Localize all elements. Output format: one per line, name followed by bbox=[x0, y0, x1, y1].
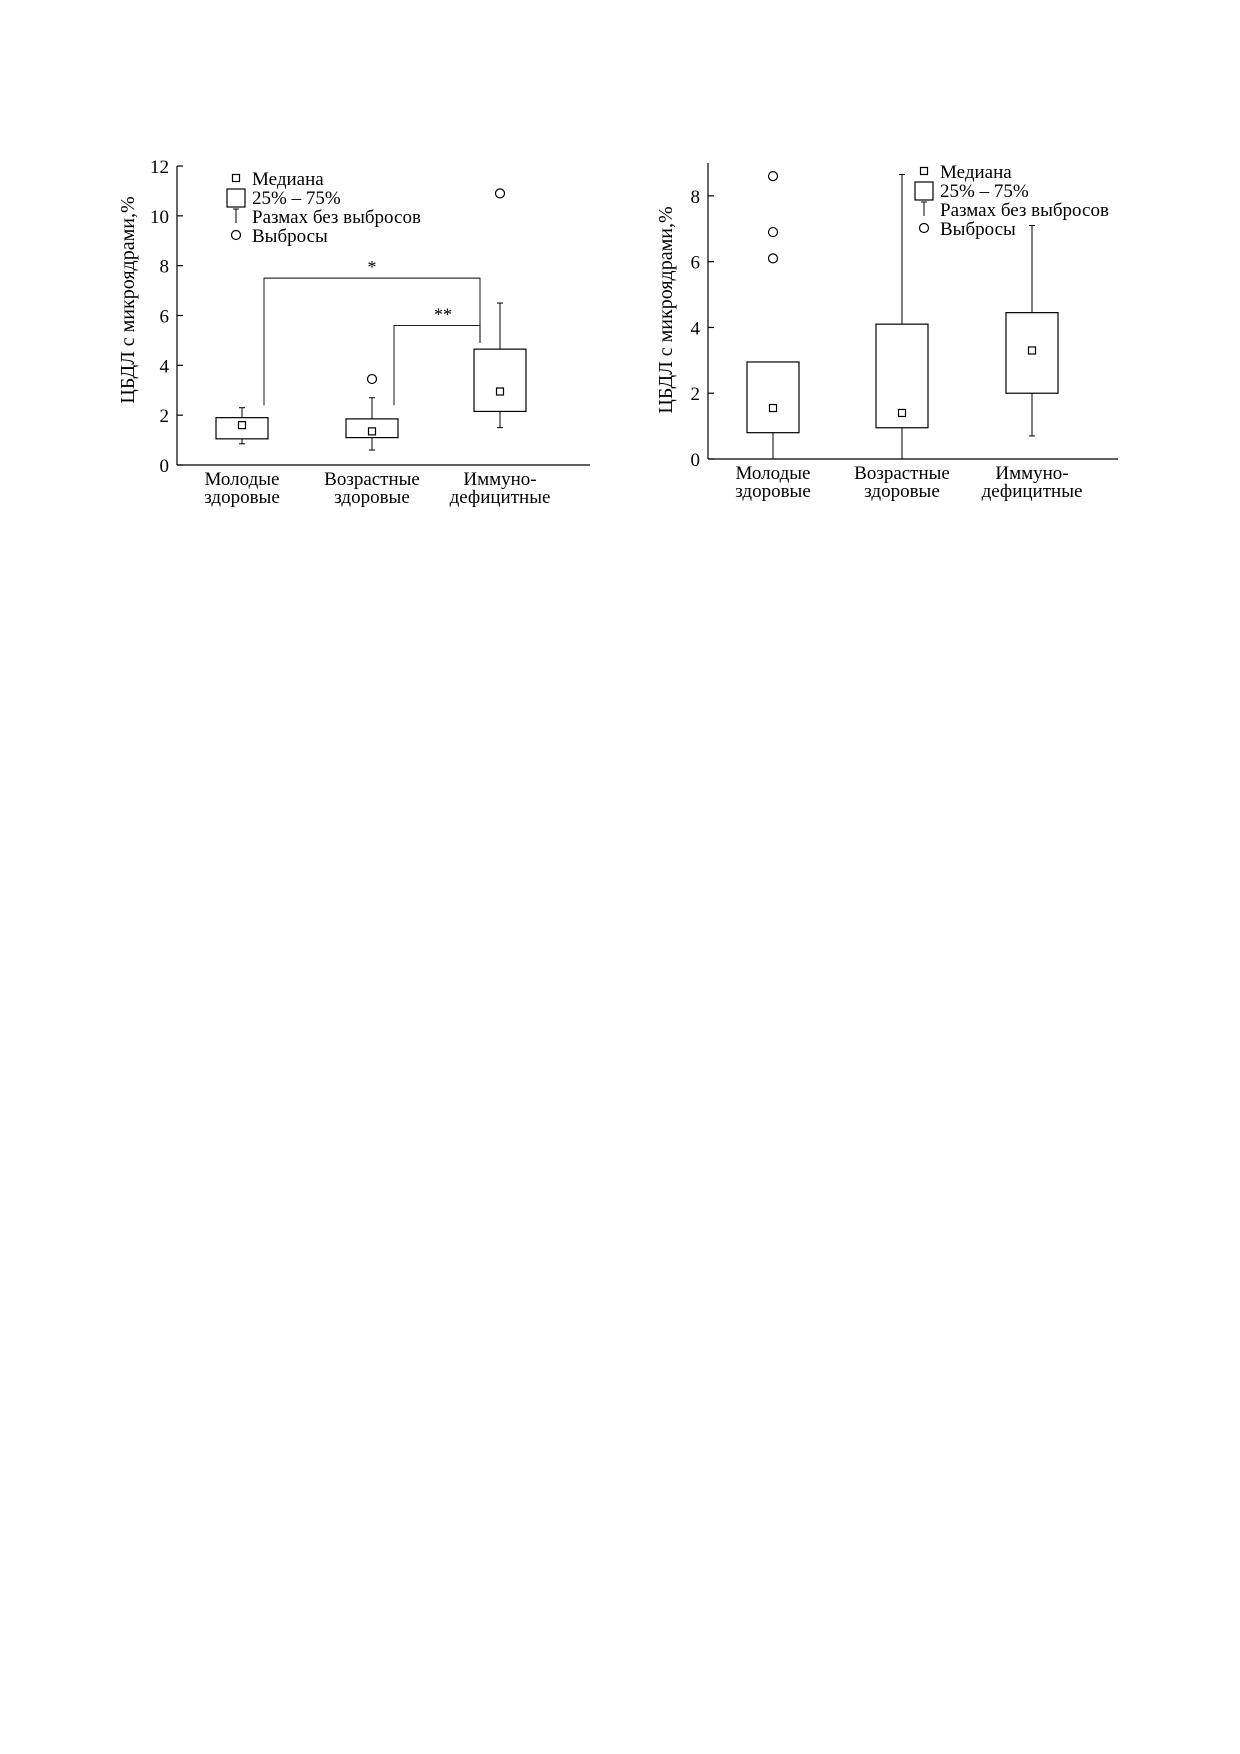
legend-label: Выбросы bbox=[940, 219, 1016, 240]
box-chart-right bbox=[655, 162, 1118, 502]
legend-label: Размах без выбросов bbox=[252, 207, 421, 228]
legend-outlier-icon bbox=[232, 231, 241, 240]
category-label: Возрастные bbox=[324, 469, 420, 490]
y-tick-label: 0 bbox=[690, 450, 700, 471]
median-marker bbox=[899, 409, 906, 416]
legend-label: 25% – 75% bbox=[252, 188, 341, 209]
legend-outlier-icon bbox=[920, 224, 929, 233]
box-group bbox=[1006, 225, 1058, 435]
legend-median-icon bbox=[233, 175, 240, 182]
legend-label: Выбросы bbox=[252, 226, 328, 247]
category-label: здоровые bbox=[864, 481, 940, 502]
outlier-point bbox=[769, 172, 778, 181]
y-tick-label: 10 bbox=[150, 206, 169, 228]
bracket-line bbox=[264, 278, 480, 405]
y-tick-label: 8 bbox=[159, 256, 169, 278]
category-label: здоровые bbox=[334, 487, 410, 508]
legend-box-icon bbox=[915, 182, 933, 200]
y-tick-label: 2 bbox=[159, 406, 169, 428]
y-tick-label: 2 bbox=[690, 384, 700, 406]
category-label: Иммуно- bbox=[995, 463, 1069, 484]
legend bbox=[915, 162, 1109, 240]
median-marker bbox=[770, 405, 777, 412]
box-group bbox=[346, 375, 398, 451]
outlier-point bbox=[368, 375, 377, 384]
category-label: Молодые bbox=[735, 463, 811, 484]
y-tick-label: 4 bbox=[159, 356, 169, 378]
y-tick-label: 4 bbox=[690, 318, 700, 340]
category-label: дефицитные bbox=[981, 481, 1083, 502]
median-marker bbox=[369, 428, 376, 435]
iqr-box bbox=[747, 362, 799, 433]
box-group bbox=[876, 175, 928, 459]
category-label: Возрастные bbox=[854, 463, 950, 484]
y-tick-label: 8 bbox=[690, 186, 700, 208]
outlier-point bbox=[769, 228, 778, 237]
y-tick-label: 6 bbox=[690, 252, 700, 274]
iqr-box bbox=[474, 349, 526, 411]
box-group bbox=[216, 408, 268, 444]
legend-label: 25% – 75% bbox=[940, 181, 1029, 202]
y-tick-label: 6 bbox=[159, 306, 169, 328]
category-label: здоровые bbox=[735, 481, 811, 502]
median-marker bbox=[1029, 347, 1036, 354]
y-tick-label: 0 bbox=[159, 456, 169, 477]
y-axis-label: ЦБДЛ с микроядрами,% bbox=[655, 206, 677, 414]
box-chart-left bbox=[117, 157, 590, 508]
bracket-line bbox=[394, 325, 480, 405]
legend-label: Размах без выбросов bbox=[940, 200, 1109, 221]
box-group bbox=[747, 172, 799, 459]
y-axis-label: ЦБДЛ с микроядрами,% bbox=[117, 196, 139, 404]
significance-label: ** bbox=[434, 304, 452, 325]
legend-box-icon bbox=[227, 189, 245, 207]
outlier-point bbox=[769, 254, 778, 263]
outlier-point bbox=[496, 189, 505, 198]
category-label: дефицитные bbox=[449, 487, 551, 508]
category-label: Иммуно- bbox=[463, 469, 537, 490]
significance-bracket bbox=[394, 304, 480, 405]
legend-median-icon bbox=[921, 168, 928, 175]
legend-label: Медиана bbox=[940, 162, 1012, 183]
median-marker bbox=[497, 388, 504, 395]
box-group bbox=[474, 189, 526, 428]
legend bbox=[227, 169, 421, 247]
y-tick-label: 12 bbox=[150, 157, 169, 178]
legend-label: Медиана bbox=[252, 169, 324, 190]
category-label: здоровые bbox=[204, 487, 280, 508]
category-label: Молодые bbox=[204, 469, 280, 490]
significance-label: * bbox=[367, 257, 377, 278]
median-marker bbox=[239, 422, 246, 429]
